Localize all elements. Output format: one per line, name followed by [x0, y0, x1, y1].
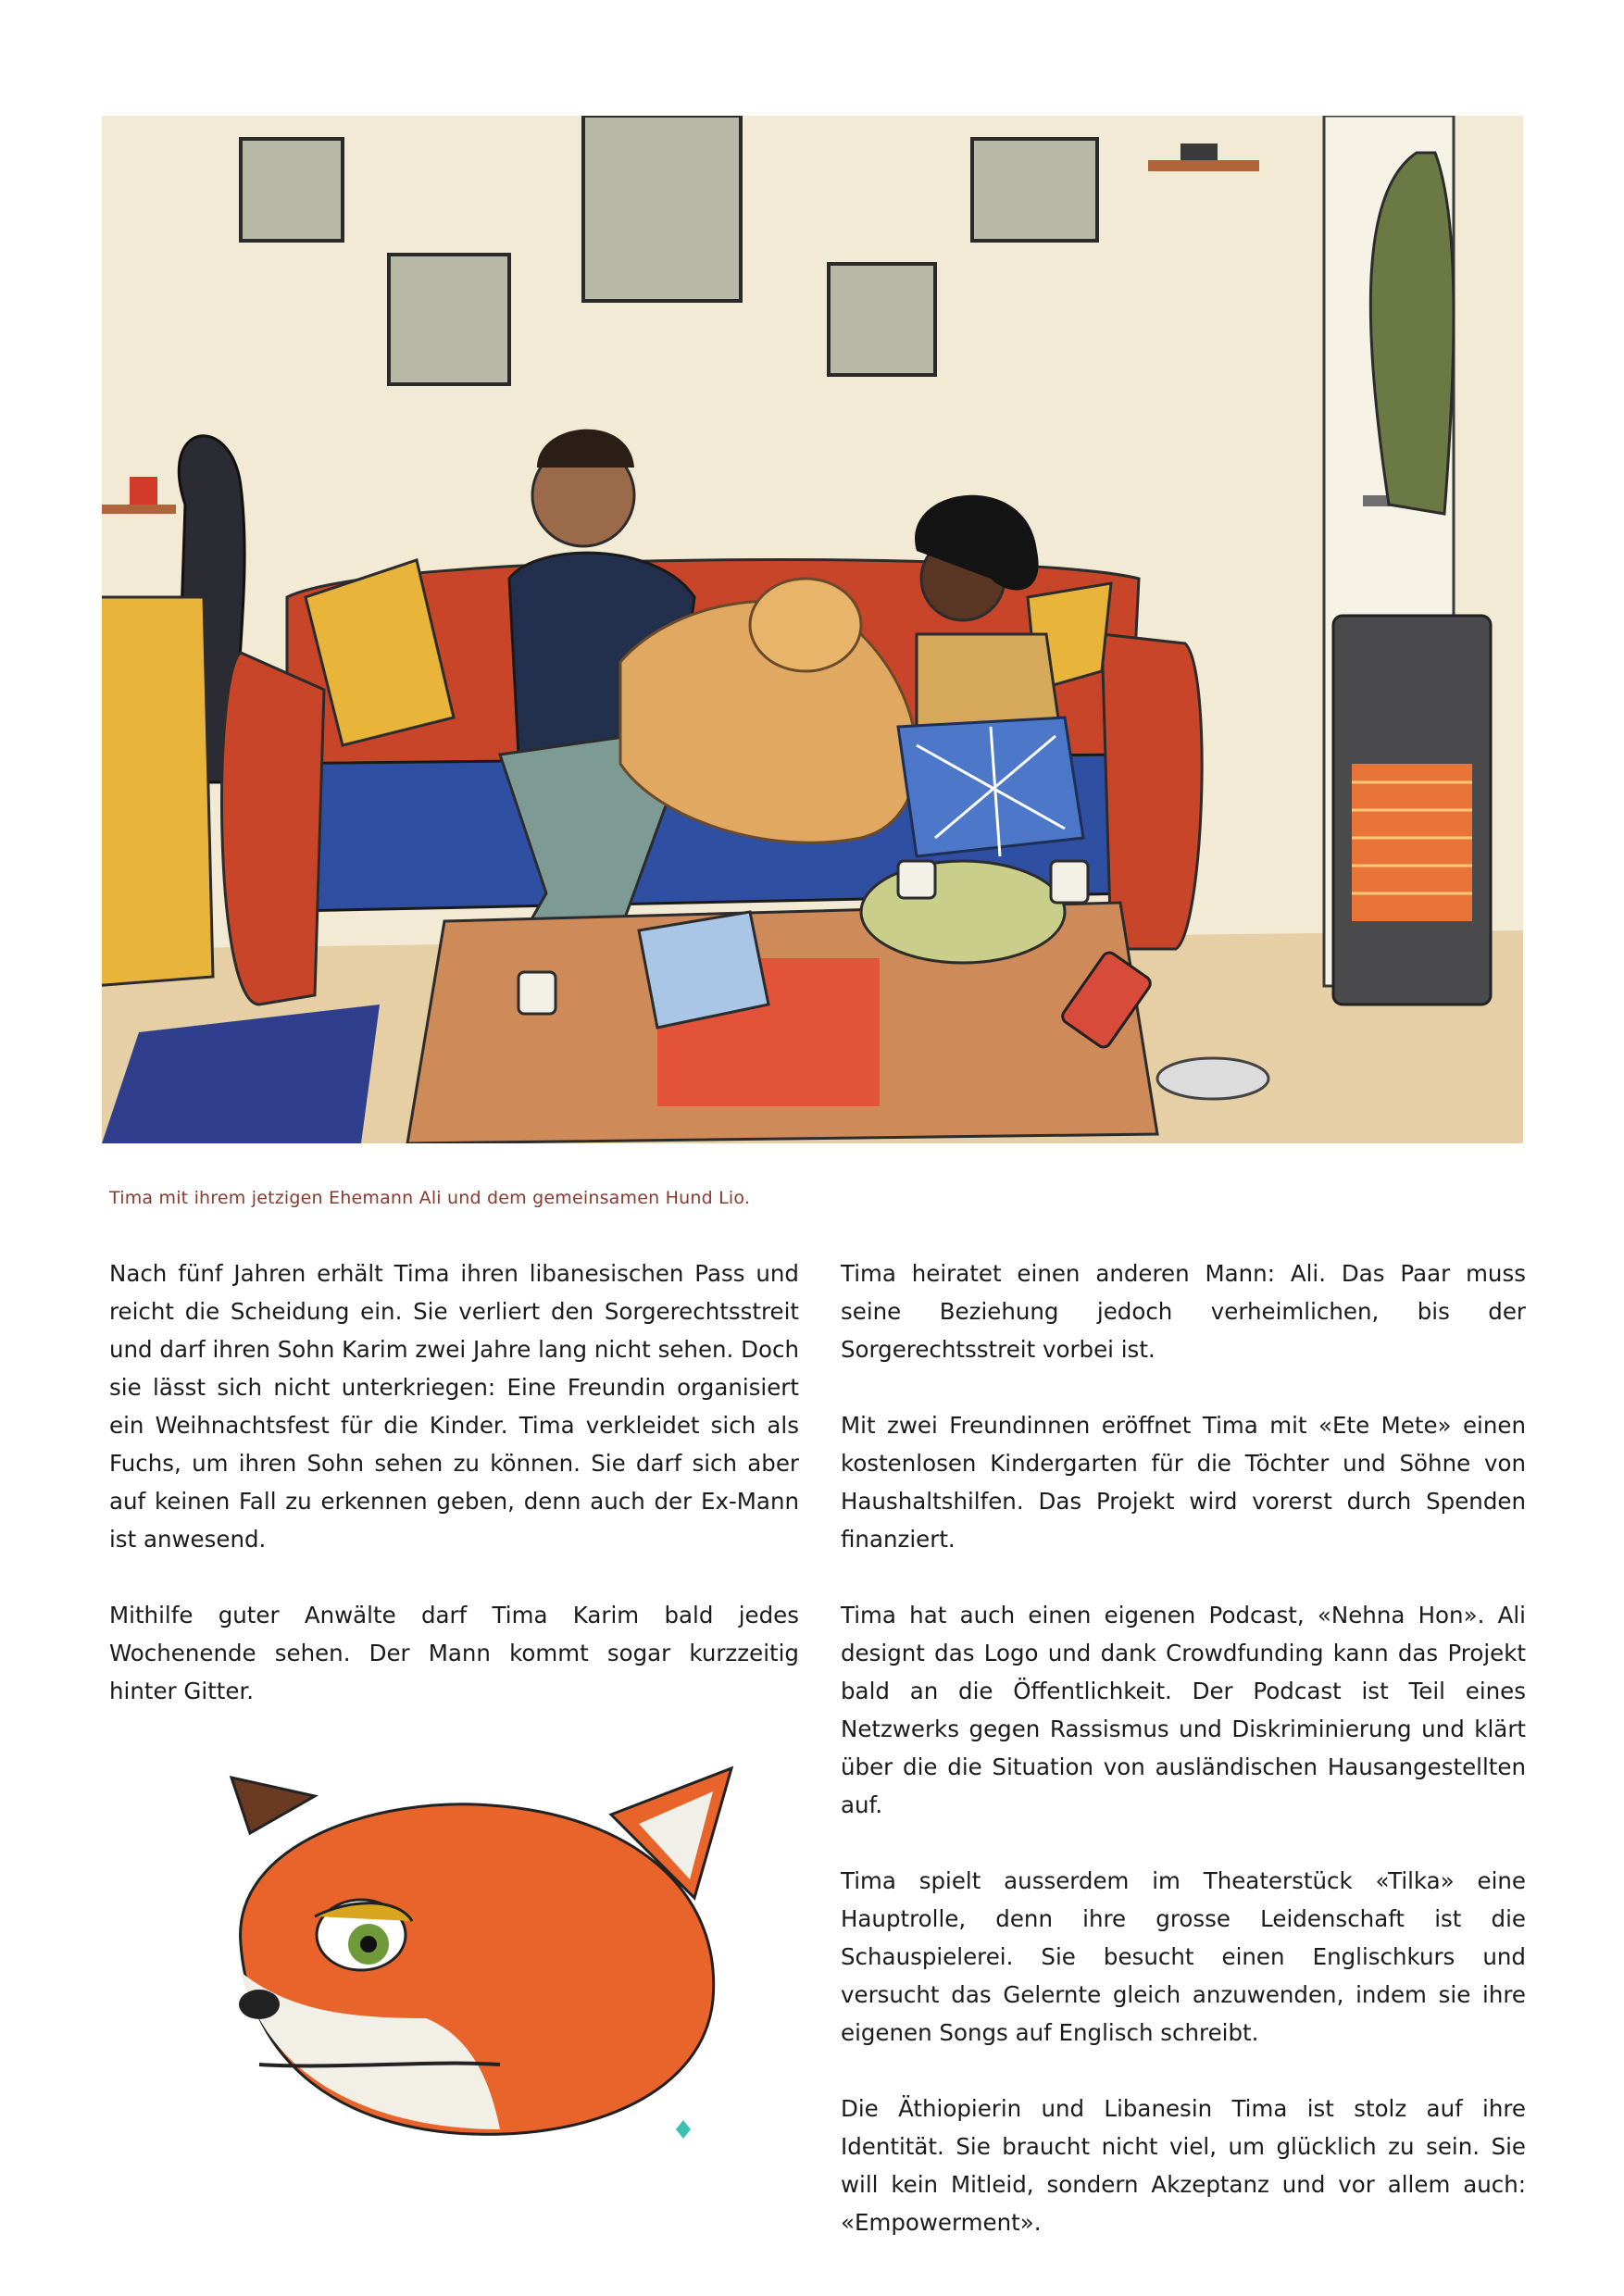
paragraph: Nach fünf Jahren erhält Tima ihren libanesischen Pass und reicht die Scheidung ein. Sie verliert den Sorgerechtsstreit und darf ihren Sohn Karim zwei Jahre lang nicht sehen. Doch sie lässt sich nicht unterkriegen: Eine Freundin organisiert ein Weihnachtsfest für die Kinder. Tima verkleidet sich als Fuchs, um ihren Sohn sehen zu können. Sie darf sich aber auf keinen Fall zu erkennen geben, denn auch der Ex-Mann ist anwesend.: [109, 1260, 799, 1553]
paragraph: Tima spielt ausserdem im Theaterstück «Tilka» eine Hauptrolle, denn ihre grosse Leidenschaft ist die Schauspielerei. Sie besucht einen Englischkurs und versucht das Gelernte gleich anzuwenden, indem sie ihre eigenen Songs auf Englisch schreibt.: [841, 1867, 1526, 2046]
left-text-column: [109, 1254, 799, 1748]
right-text-column: [841, 1254, 1526, 2279]
living-room-illustration: [102, 116, 1523, 1143]
paragraph: Die Äthiopierin und Libanesin Tima ist stolz auf ihre Identität. Sie braucht nicht viel, um glücklich zu sein. Sie will kein Mitleid, sondern Akzeptanz und vor allem auch: «Empowerment».: [841, 2095, 1526, 2236]
paragraph: Tima hat auch einen eigenen Podcast, «Nehna Hon». Ali designt das Logo und dank Crowdfunding kann das Projekt bald an die Öffentlichkeit. Der Podcast ist Teil eines Netzwerks gegen Rassismus und Diskriminierung und klärt über die die Situation von ausländischen Hausangestellten auf.: [841, 1602, 1526, 1818]
fox-mask-illustration: [194, 1759, 750, 2148]
paragraph: Mithilfe guter Anwälte darf Tima Karim bald jedes Wochenende sehen. Der Mann kommt sogar kurzzeitig hinter Gitter.: [109, 1602, 799, 1704]
paragraph: Mit zwei Freundinnen eröffnet Tima mit «Ete Mete» einen kostenlosen Kindergarten für die Töchter und Söhne von Haushaltshilfen. Das Projekt wird vorerst durch Spenden finanziert.: [841, 1412, 1526, 1553]
paragraph: Tima heiratet einen anderen Mann: Ali. Das Paar muss seine Beziehung jedoch verheimlichen, bis der Sorgerechtsstreit vorbei ist.: [841, 1260, 1526, 1363]
image-caption: Tima mit ihrem jetzigen Ehemann Ali und dem gemeinsamen Hund Lio.: [109, 1188, 751, 1208]
